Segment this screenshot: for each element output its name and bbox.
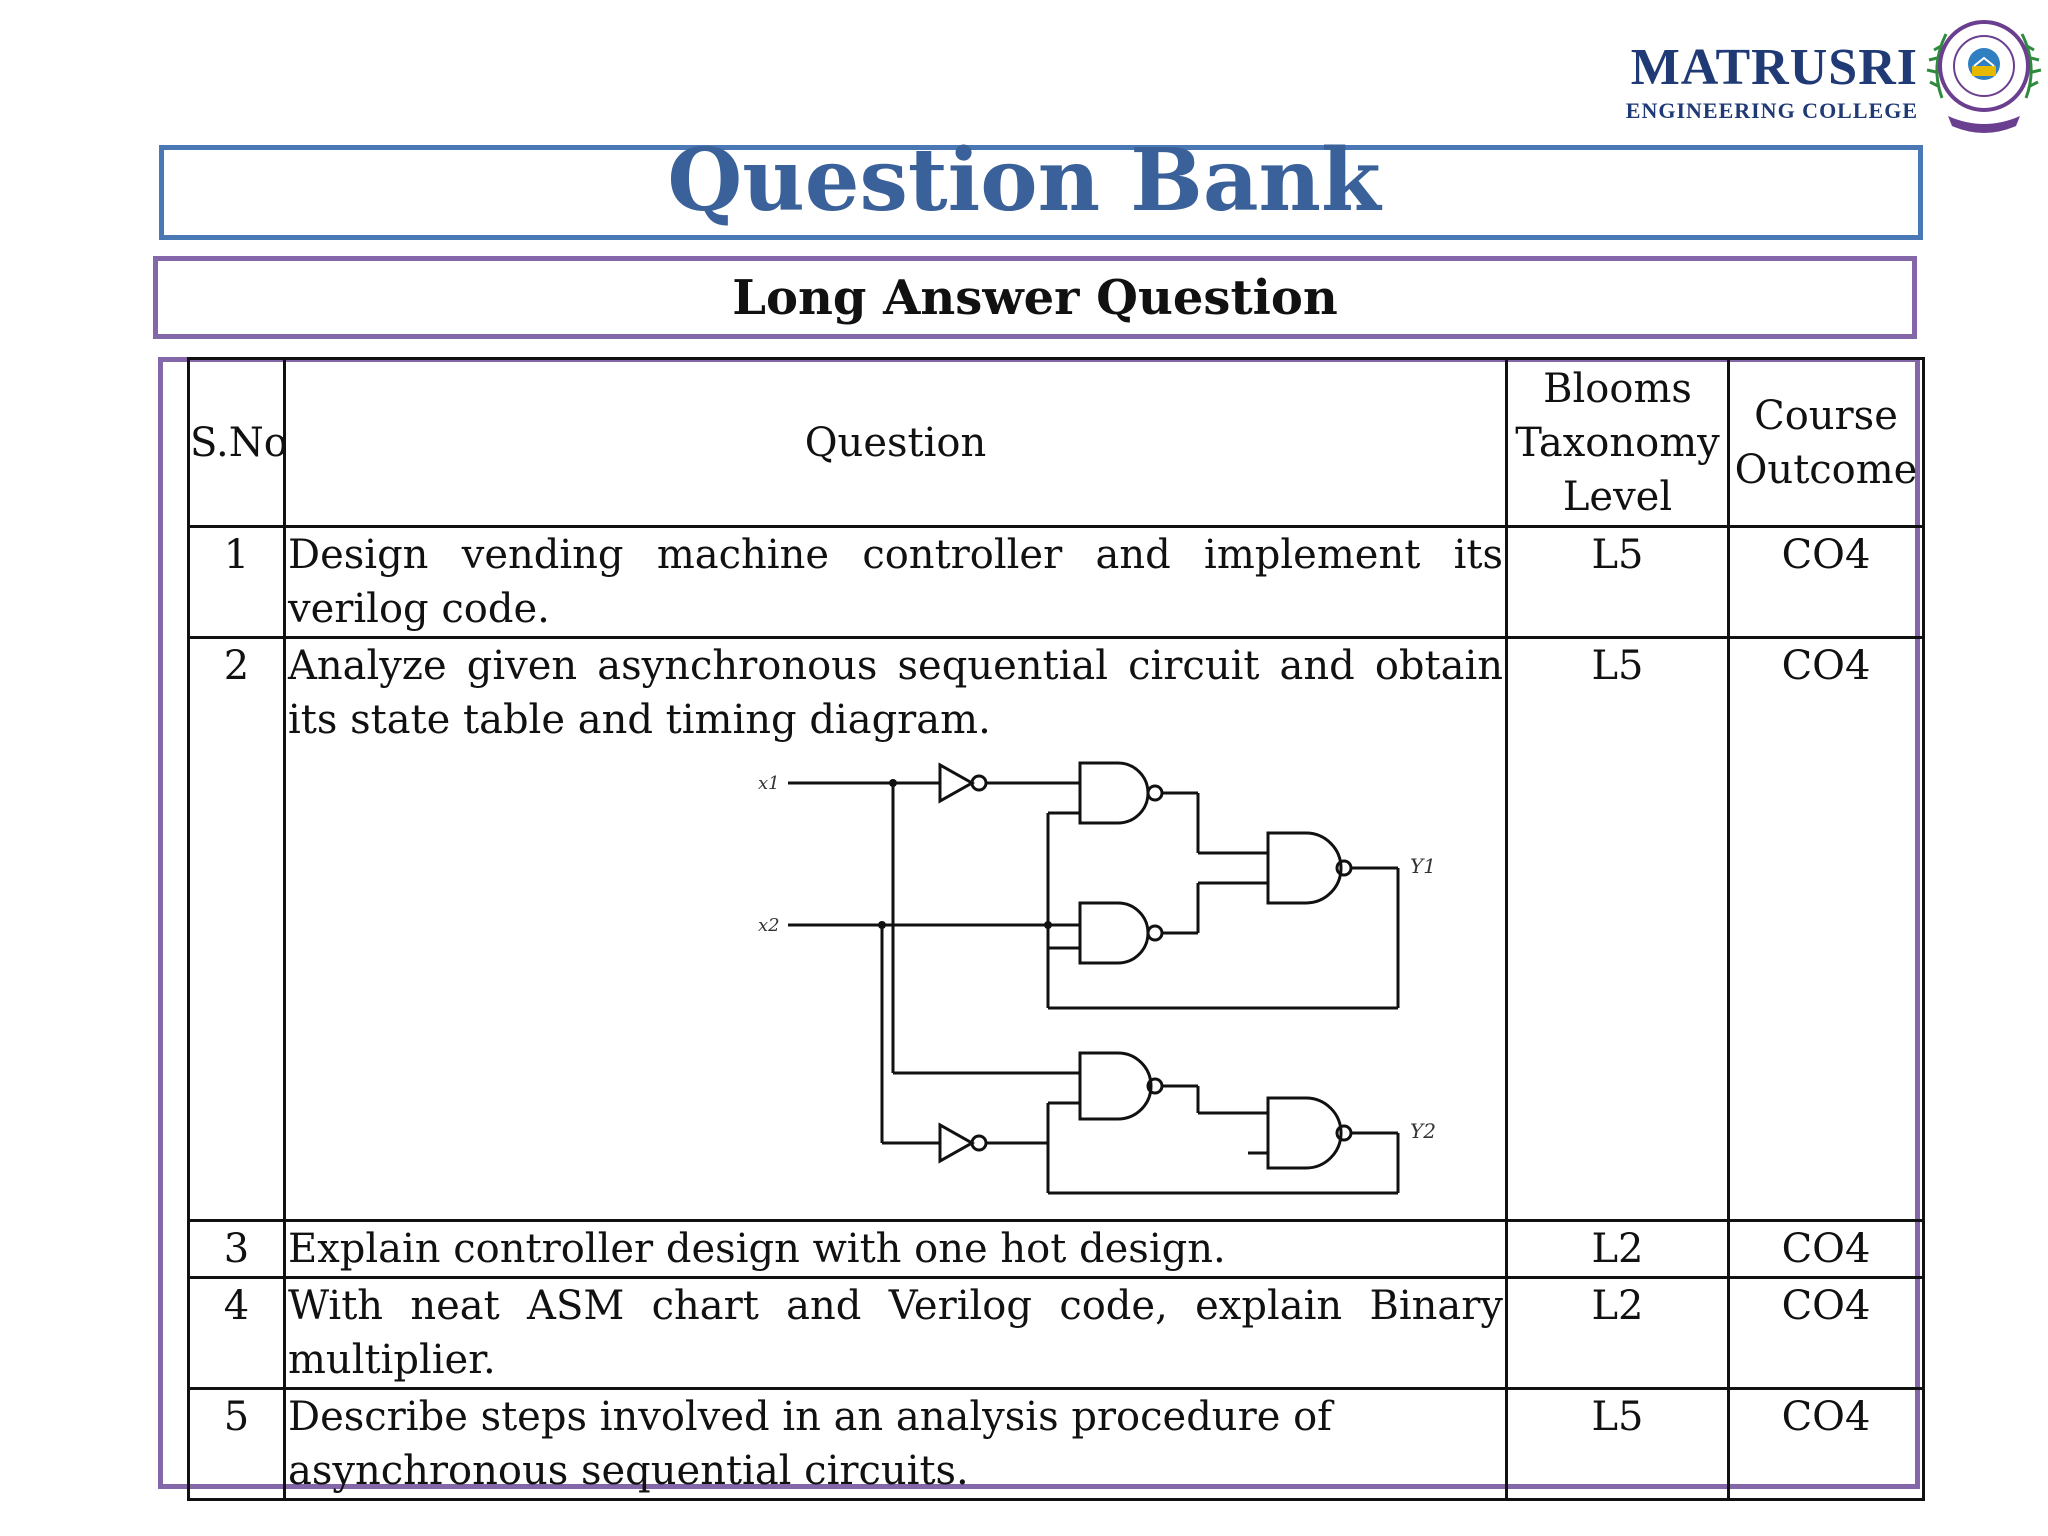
row-course: CO4 xyxy=(1729,638,1924,1221)
row-question: Explain controller design with one hot design. xyxy=(285,1221,1507,1278)
output-label-y2: Y2 xyxy=(1410,1119,1436,1143)
row-question: With neat ASM chart and Verilog code, explain Binary multiplier. xyxy=(285,1278,1507,1389)
row-course: CO4 xyxy=(1729,527,1924,638)
table-row xyxy=(189,638,1924,1221)
college-subtitle: ENGINEERING COLLEGE xyxy=(1625,98,1918,123)
input-label-x2: x2 xyxy=(758,915,780,936)
circuit-diagram xyxy=(758,753,1478,1213)
header-question: Question xyxy=(285,359,1507,527)
row-course: CO4 xyxy=(1729,1389,1924,1500)
row-sno: 5 xyxy=(189,1389,285,1500)
table-row xyxy=(189,1389,1924,1500)
row-blooms: L5 xyxy=(1507,1389,1729,1500)
row-question: Analyze given asynchronous sequential circuit and obtain its state table and timing diagram. xyxy=(288,643,1503,743)
row-blooms: L2 xyxy=(1507,1278,1729,1389)
row-sno: 1 xyxy=(189,527,285,638)
row-course: CO4 xyxy=(1729,1221,1924,1278)
table-row xyxy=(189,1221,1924,1278)
question-table xyxy=(187,357,1925,1501)
row-question: Design vending machine controller and implement its verilog code. xyxy=(285,527,1507,638)
output-label-y1: Y1 xyxy=(1410,854,1436,878)
row-blooms: L5 xyxy=(1507,527,1729,638)
row-course: CO4 xyxy=(1729,1278,1924,1389)
table-row xyxy=(189,527,1924,638)
header-sno: S.No xyxy=(189,359,285,527)
row-sno: 4 xyxy=(189,1278,285,1389)
header-course-outcome: Course Outcome xyxy=(1729,359,1924,527)
college-name: MATRUSRI xyxy=(1630,39,1918,96)
subtitle-box xyxy=(153,256,1917,339)
college-logo xyxy=(1618,6,2048,146)
header-blooms: Blooms Taxonomy Level xyxy=(1507,359,1729,527)
input-label-x1: x1 xyxy=(758,773,780,794)
section-subtitle: Long Answer Question xyxy=(732,269,1338,326)
row-question-with-circuit xyxy=(285,638,1507,1221)
page-title: Question Bank xyxy=(667,130,1381,231)
row-sno: 3 xyxy=(189,1221,285,1278)
row-question: Describe steps involved in an analysis procedure of asynchronous sequential circuits. xyxy=(285,1389,1507,1500)
row-blooms: L2 xyxy=(1507,1221,1729,1278)
college-seal-icon xyxy=(1924,6,2044,146)
row-blooms: L5 xyxy=(1507,638,1729,1221)
table-row xyxy=(189,1278,1924,1389)
row-sno: 2 xyxy=(189,638,285,1221)
table-header-row xyxy=(189,359,1924,527)
